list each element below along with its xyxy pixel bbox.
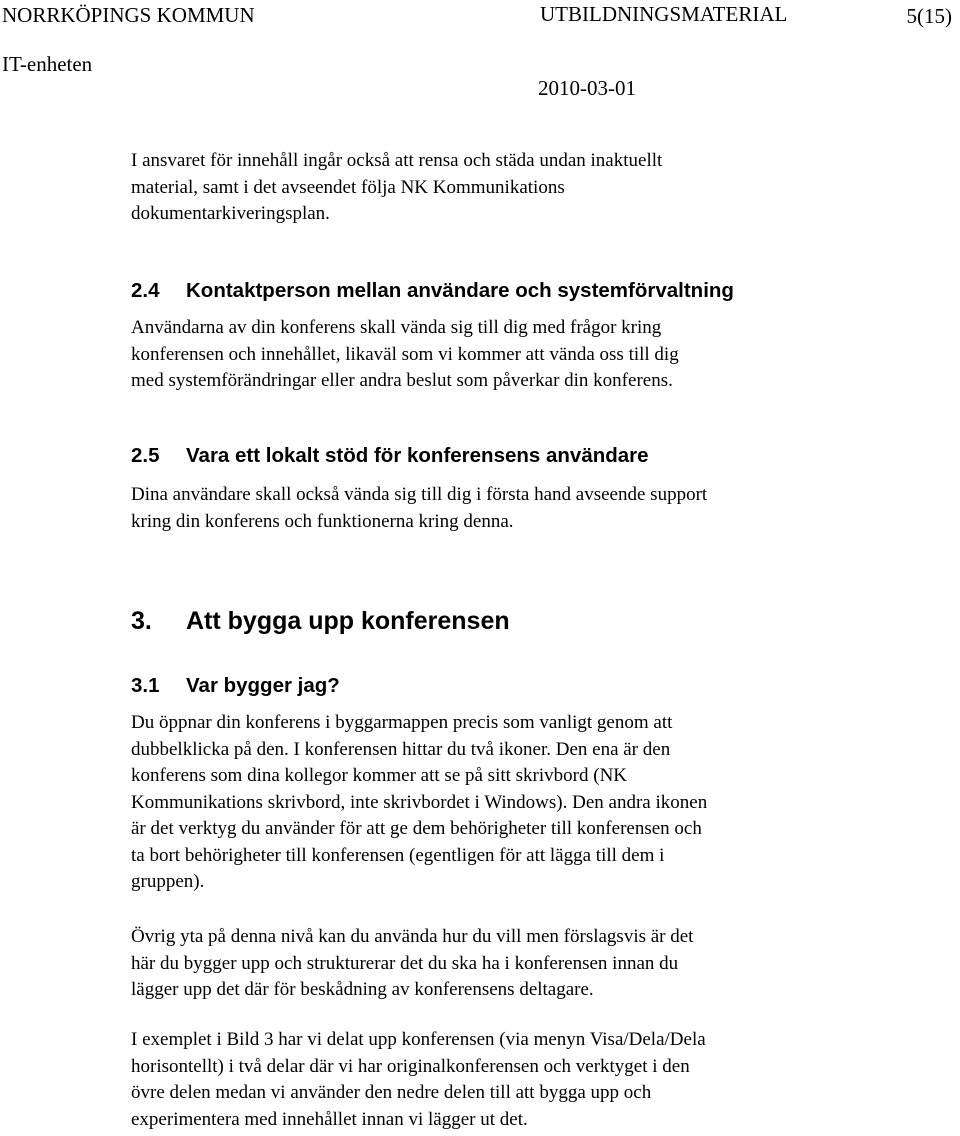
- section-2-5-heading: [131, 443, 649, 469]
- section-3-1-paragraph-2: Övrig yta på denna nivå kan du använda hur du vill men förslagsvis är det här du bygger upp och strukturerar det du ska ha i konferensen innan du lägger upp det där för beskådning av konferensens deltagare.: [131, 926, 694, 1000]
- header-page-number: 5(15): [906, 4, 952, 28]
- section-number: 3.: [131, 607, 152, 635]
- section-number: 2.4: [131, 279, 160, 302]
- section-2-5-paragraph: Dina användare skall också vända sig till dig i första hand avseende support kring din konferens och funktionerna kring denna.: [131, 484, 708, 532]
- section-title: Var bygger jag?: [186, 674, 340, 697]
- section-number: 2.5: [131, 444, 160, 467]
- section-2-4-heading: [131, 278, 734, 304]
- section-3-1-heading: [131, 673, 340, 699]
- section-2-4-paragraph: Användarna av din konferens skall vända sig till dig med frågor kring konferensen och innehållet, likaväl som vi kommer att vända oss till dig med systemförändringar eller andra beslut som påverkar din konferens.: [131, 317, 679, 391]
- section-3-heading: [131, 606, 510, 636]
- header-material-type: UTBILDNINGSMATERIAL: [540, 2, 788, 26]
- header-organization: NORRKÖPINGS KOMMUN: [2, 3, 255, 27]
- section-number: 3.1: [131, 674, 160, 697]
- section-3-1-paragraph-1: Du öppnar din konferens i byggarmappen precis som vanligt genom att dubbelklicka på den. I konferensen hittar du två ikoner. Den ena är den konferens som dina kollegor kommer att se på sitt skrivbord (NK Kommunikations skrivbord, inte skrivbordet i Windows). Den andra ikonen är det verktyg du använder för att ge dem behörigheter till konferensen och ta bort behörigheter till konferensen (egentligen för att lägga till dem i gruppen).: [131, 712, 708, 892]
- intro-paragraph: I ansvaret för innehåll ingår också att rensa och städa undan inaktuellt material, samt i det avseendet följa NK Kommunikations dokumentarkiveringsplan.: [131, 150, 663, 224]
- section-title: Vara ett lokalt stöd för konferensens användare: [186, 444, 649, 467]
- section-title: Kontaktperson mellan användare och systemförvaltning: [186, 279, 734, 302]
- section-title: Att bygga upp konferensen: [186, 607, 510, 635]
- section-3-1-paragraph-3: I exemplet i Bild 3 har vi delat upp konferensen (via menyn Visa/Dela/Dela horisontellt) i två delar där vi har originalkonferensen och verktyget i den övre delen medan vi använder den nedre delen till att bygga upp och experimentera med innehållet innan vi lägger ut det.: [131, 1029, 706, 1130]
- header-date: 2010-03-01: [538, 76, 636, 100]
- header-unit: IT-enheten: [2, 52, 93, 76]
